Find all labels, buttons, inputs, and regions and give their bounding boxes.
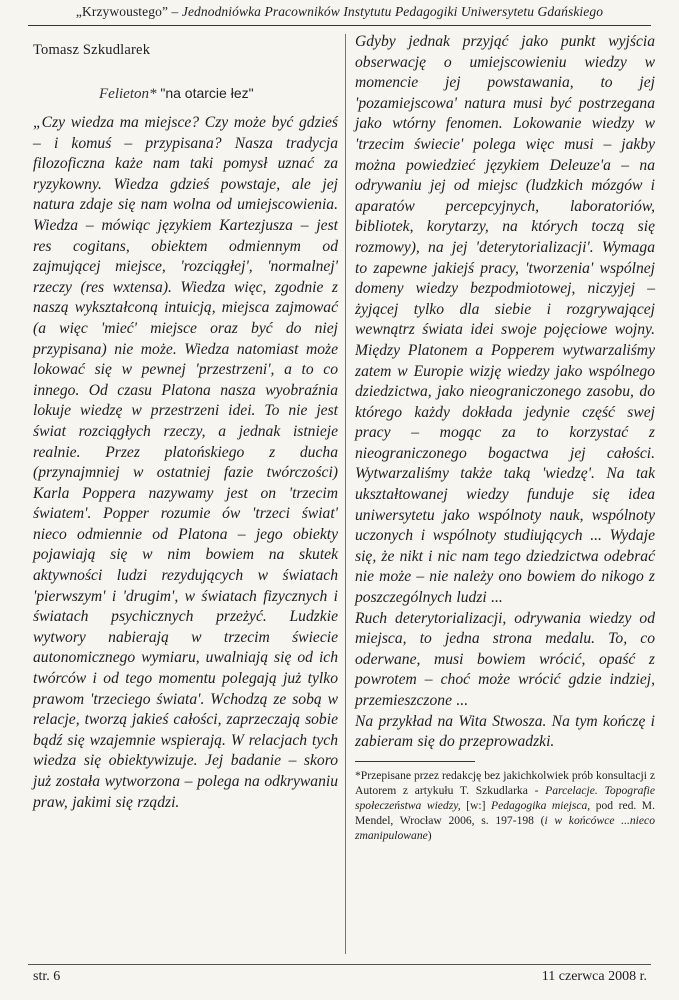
article-paragraph-2: Ruch deterytorializacji, odrywania wiedzy od miejsca, to jedna strona medalu. To, co oderwane, musi bowiem wrócić, opaść z powrotem – choć może wrócić gdzie indziej, przemieszczone ... bbox=[355, 609, 655, 709]
issue-date: 11 czerwca 2008 r. bbox=[541, 969, 647, 984]
footnote bbox=[355, 768, 655, 843]
publication-subtitle: – Jednodniówka Pracowników Instytutu Pedagogiki Uniwersytetu Gdańskiego bbox=[168, 4, 604, 19]
title-subtitle: "na otarcie łez" bbox=[156, 85, 254, 101]
footnote-note: i w końcówce ...nieco zmanipulowane bbox=[355, 813, 655, 842]
footnote-part2: [w:] bbox=[460, 798, 491, 812]
footnote-book-title: Pedagogika miejsca, bbox=[490, 798, 591, 812]
footnote-part4: ) bbox=[427, 828, 432, 842]
column-divider bbox=[345, 34, 346, 954]
page-number: str. 6 bbox=[33, 969, 61, 984]
article-title bbox=[33, 85, 338, 103]
right-column bbox=[355, 32, 655, 843]
footnote-part3: pod red. M. Mendel, Wrocław 2006, s. 197-198 ( bbox=[355, 798, 655, 827]
footnote-rule bbox=[355, 761, 475, 762]
article-body-left: „Czy wiedza ma miejsce? Czy może być gdzieś – i komuś – przypisana? Nasza tradycja filozoficzna każe nam taki pomysł uznać za ryzykowny. Wiedza gdzieś powstaje, ale jej natura zdaje się nam wolna od umiejscowienia. Wiedza – mówiąc językiem Kartezjusza – jest res cogitans, obiektem odmiennym od zajmującej miejsce, 'rozciągłej', 'normalnej' rzeczy (res wxtensa). Wiedza więc, zgodnie z naszą wykształconą intuicją, miejsca zajmować (a więc 'mieć' miejsce oraz być do niej przypisana) nie może. Wiedza natomiast może lokować się w pewnej 'przestrzeni', a to co innego. Od czasu Platona nasza wyobraźnia lokuje wiedzę w przestrzeni idei. To nie jest świat rozciągłych rzeczy, a jednak istnieje realnie. Przez platońskiego z ducha (przynajmniej w ostatniej fazie twórczości) Karla Poppera nazywamy jest on 'trzecim światem'. Popper rozumie ów 'trzeci świat' nieco odmiennie od Platona – jego obiekty pojawiają się w nim bowiem na skutek aktywności ludzi rezydujących w światach 'pierwszym' i 'drugim', w światach fizycznych i światach psychicznych przeżyć. Ludzkie wytwory nabierają w trzecim świecie autonomicznego wymiaru, uwalniają się od ich twórców i od tego momentu polegają już tylko prawom 'trzeciego świata'. Wchodzą ze sobą w relacje, tworzą jakieś całości, zaprzeczają sobie bądź się wzajemnie wspierają. W relacjach tych wiedza się obiektywizuje. Jej badanie – skoro już została wytworzona – polega na odkrywaniu praw, jakimi się rządzi. bbox=[33, 114, 338, 811]
article-body-right: Gdyby jednak przyjąć jako punkt wyjścia obserwację o umiejscowieniu wiedzy w momencie jej powstawania, to jej 'pozamiejscowa' natura musi być postrzegana jako wtórny fenomen. Lokowanie wiedzy w 'trzecim świecie' polega więc musi – jakby można powiedzieć językiem Deleuze'a – na odrywaniu jej od miejsc (ludzkich mózgów i aparatów percepcyjnych, laboratoriów, bibliotek, korytarzy, na których toczą się rozmowy), na jej 'deterytorializacji'. Wymaga to zapewne jakiejś pracy, 'tworzenia' wspólnej domeny wiedzy bezpodmiotowej, niczyjej – żyjącej tylko dla siebie i rozgrywającej wewnątrz świata idei swoje pojęciowe wojny. Między Platonem a Popperem wytwarzaliśmy zatem w Europie wizję wiedzy jako wspólnego dziedzictwa, jako nieograniczonego zasobu, do którego każdy dokłada jedynie część swej pracy – mogąc za to korzystać z nieograniczonego bogactwa jej całości. Wytwarzaliśmy także taką 'wiedzę'. Na tak ukształtowanej wiedzy funduje się idea uniwersytetu jako wspólnoty nauk, wspólnoty uczonych i wspólnoty studiujących ... Wydaje się, że nikt i nic nam tego dziedzictwa odebrać nie może – nie należy ono bowiem do nikogo z poszczególnych ludzi ... bbox=[355, 33, 655, 607]
article-paragraph-3: Na przykład na Wita Stwosza. Na tym kończę i zabieram się do przeprowadzki. bbox=[355, 712, 655, 751]
publication-name: „Krzywoustego” bbox=[75, 4, 169, 19]
footer-rule bbox=[28, 964, 651, 965]
footnote-source-title: Parcelacje. Topografie społeczeństwa wiedzy, bbox=[355, 783, 655, 812]
header-rule bbox=[28, 25, 651, 26]
left-column bbox=[33, 32, 338, 813]
running-header bbox=[0, 4, 679, 20]
article-author: Tomasz Szkudlarek bbox=[33, 42, 151, 58]
footnote-part1: *Przepisane przez redakcję bez jakichkolwiek prób konsultacji z Autorem z artykułu T. Szkudlarka - bbox=[355, 768, 655, 797]
title-main: Felieton* bbox=[99, 86, 157, 102]
